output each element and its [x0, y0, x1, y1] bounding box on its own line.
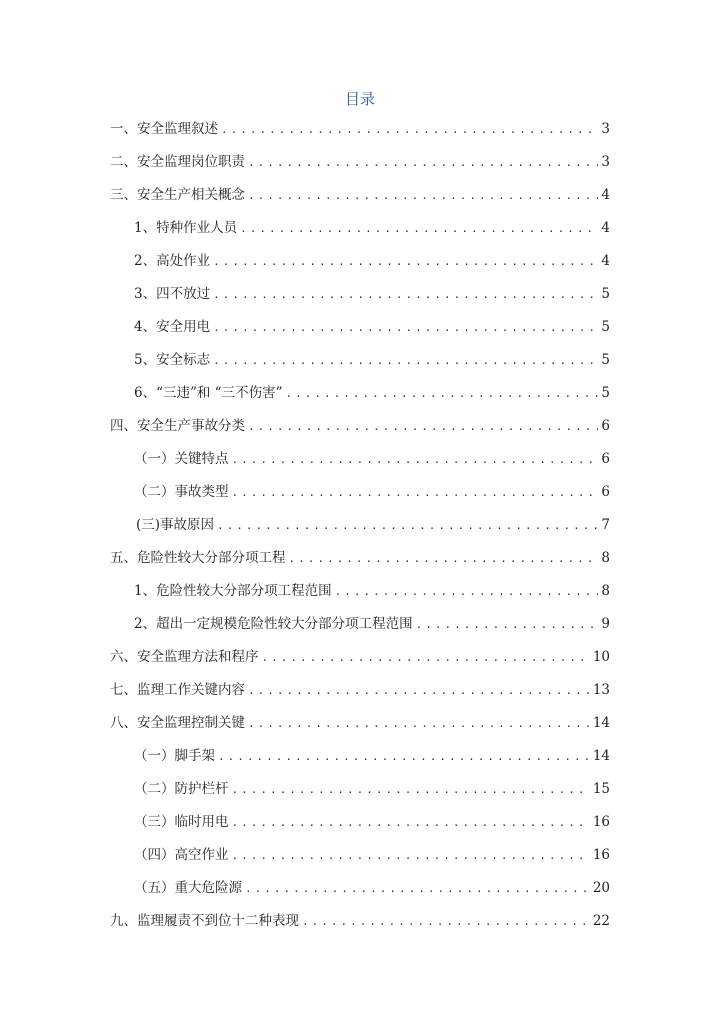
toc-entry[interactable]	[134, 742, 610, 770]
toc-entry[interactable]	[110, 709, 610, 737]
toc-dot-leader	[232, 776, 590, 804]
toc-dot-leader	[248, 182, 598, 210]
toc-entry[interactable]	[110, 412, 610, 440]
toc-page-number: 8	[601, 550, 610, 566]
toc-entry[interactable]	[134, 874, 610, 902]
toc-entry[interactable]	[110, 907, 610, 935]
toc-dot-leader	[213, 347, 598, 375]
toc-page-number: 4	[601, 187, 610, 203]
toc-entry-label: 一、安全监理叙述	[110, 121, 218, 137]
toc-entry-label: （四）高空作业	[134, 847, 229, 863]
toc-title: 目录	[344, 90, 375, 108]
toc-entry[interactable]	[136, 511, 610, 539]
toc-page-number: 5	[601, 385, 610, 401]
toc-dot-leader	[248, 413, 598, 441]
toc-page-number: 16	[592, 847, 610, 863]
toc-dot-leader	[232, 809, 590, 837]
toc-dot-leader	[221, 116, 598, 144]
toc-entry-label: 四、安全生产事故分类	[110, 418, 245, 434]
toc-entry-label: （二）事故类型	[134, 484, 229, 500]
toc-entry-label: （一）关键特点	[134, 451, 229, 467]
toc-dot-leader	[245, 875, 590, 903]
toc-entry-label: 二、安全监理岗位职责	[110, 154, 245, 170]
toc-entry-label: 1、危险性较大分部分项工程范围	[134, 583, 332, 599]
toc-entry-label: 三、安全生产相关概念	[110, 187, 245, 203]
toc-entry[interactable]	[134, 775, 610, 803]
toc-dot-leader	[416, 611, 599, 639]
toc-entry[interactable]	[110, 676, 610, 704]
toc-page-number: 10	[592, 649, 610, 665]
toc-entry[interactable]	[134, 841, 610, 869]
toc-entry[interactable]	[110, 643, 610, 671]
toc-entry-label: 七、监理工作关键内容	[110, 682, 245, 698]
toc-entry-label: （二）防护栏杆	[134, 781, 229, 797]
toc-page-number: 6	[601, 418, 610, 434]
toc-entry[interactable]	[134, 445, 610, 473]
toc-entry[interactable]	[134, 478, 610, 506]
toc-entry[interactable]	[134, 808, 610, 836]
toc-entry[interactable]	[134, 280, 610, 308]
toc-page-number: 6	[601, 451, 610, 467]
toc-entry[interactable]	[134, 247, 610, 275]
toc-entry-label: （一）脚手架	[134, 748, 215, 764]
toc-entry[interactable]	[110, 115, 610, 143]
toc-dot-leader	[213, 314, 598, 342]
toc-entry[interactable]	[134, 577, 610, 605]
toc-entry[interactable]	[134, 214, 610, 242]
toc-entry-label: 八、安全监理控制关键	[110, 715, 245, 731]
toc-entry-label: （五）重大危险源	[134, 880, 242, 896]
toc-dot-leader	[213, 281, 598, 309]
toc-dot-leader	[232, 842, 590, 870]
toc-entry-label: 1、特种作业人员	[134, 220, 238, 236]
toc-page-number: 5	[601, 319, 610, 335]
toc-dot-leader	[213, 248, 598, 276]
toc-page-number: 14	[592, 715, 610, 731]
toc-entry-label: 4、安全用电	[134, 319, 211, 335]
toc-page-number: 7	[601, 517, 610, 533]
toc-entry-label: 3、四不放过	[134, 286, 211, 302]
toc-entry-label: 2、超出一定规模危险性较大分部分项工程范围	[134, 616, 413, 632]
toc-entry-label: （三）临时用电	[134, 814, 229, 830]
toc-page-number: 5	[601, 286, 610, 302]
toc-dot-leader	[248, 149, 598, 177]
toc-page-number: 5	[601, 352, 610, 368]
toc-dot-leader	[218, 743, 590, 771]
toc-entry-label: 5、安全标志	[134, 352, 211, 368]
toc-page-number: 6	[601, 484, 610, 500]
toc-dot-leader	[302, 908, 590, 936]
toc-dot-leader	[286, 380, 599, 408]
toc-entry[interactable]	[134, 610, 610, 638]
toc-page-number: 8	[601, 583, 610, 599]
toc-page-number: 22	[592, 913, 610, 929]
toc-page-number: 3	[601, 154, 610, 170]
toc-dot-leader	[262, 644, 590, 672]
toc-entry[interactable]	[134, 346, 610, 374]
toc-page-number: 14	[592, 748, 610, 764]
toc-entry[interactable]	[134, 379, 610, 407]
toc-dot-leader	[335, 578, 599, 606]
toc-dot-leader	[248, 677, 590, 705]
toc-entry-label: 6、“三违”和 “三不伤害”	[134, 385, 283, 401]
toc-entry-label: 五、危险性较大分部分项工程	[110, 550, 286, 566]
toc-dot-leader	[232, 446, 599, 474]
toc-page-number: 9	[601, 616, 610, 632]
toc-entry-label: 九、监理履责不到位十二种表现	[110, 913, 299, 929]
toc-dot-leader	[232, 479, 599, 507]
toc-page-number: 4	[601, 253, 610, 269]
toc-entry[interactable]	[134, 313, 610, 341]
toc-entry[interactable]	[110, 148, 610, 176]
toc-entry[interactable]	[110, 181, 610, 209]
toc-entry-label: 2、高处作业	[134, 253, 211, 269]
toc-dot-leader	[248, 710, 590, 738]
toc-page-number: 15	[592, 781, 610, 797]
toc-page-number: 3	[601, 121, 610, 137]
toc-page-number: 13	[592, 682, 610, 698]
toc-dot-leader	[289, 545, 599, 573]
toc-entry-label: 六、安全监理方法和程序	[110, 649, 259, 665]
toc-entry-label: (三)事故原因	[136, 517, 215, 533]
toc-dot-leader	[240, 215, 598, 243]
toc-page-number: 4	[601, 220, 610, 236]
toc-page-number: 20	[592, 880, 610, 896]
toc-dot-leader	[217, 512, 598, 540]
toc-page-number: 16	[592, 814, 610, 830]
toc-entry[interactable]	[110, 544, 610, 572]
